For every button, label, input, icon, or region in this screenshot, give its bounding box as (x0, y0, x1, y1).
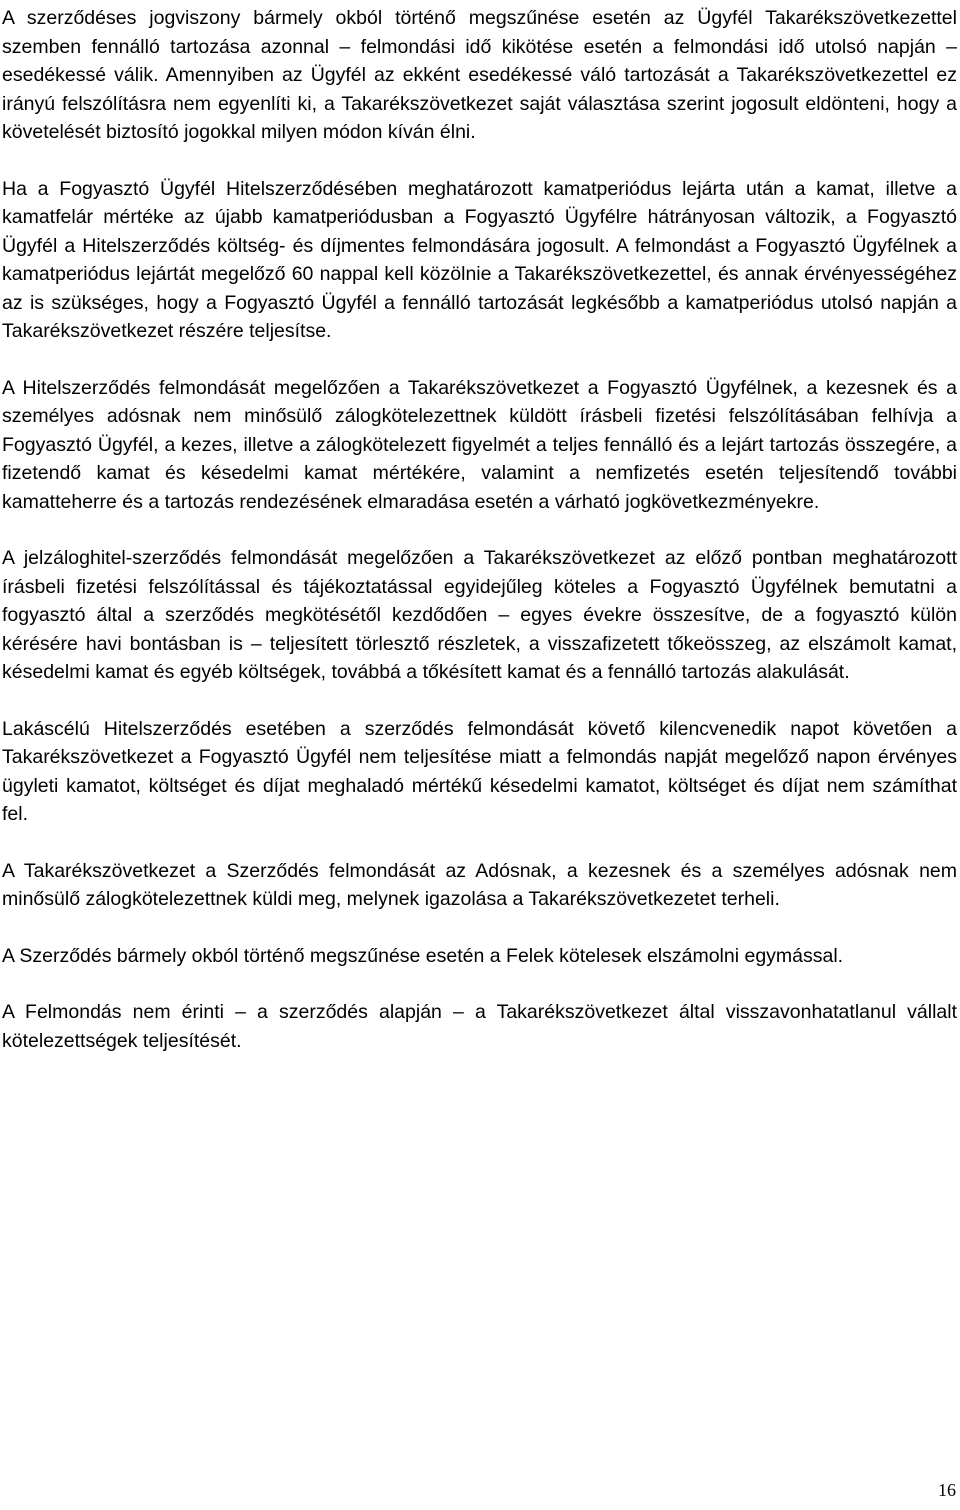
paragraph-housing-loan-late-interest: Lakáscélú Hitelszerződés esetében a szerződés felmondását követő kilencvenedik napot követően a Takarékszövetkezet a Fogyasztó Ügyfél nem teljesítése miatt a felmondás napját megelőző napon érvényes ügyleti kamatot, költséget és díjat meghaladó mértékű késedelmi kamatot, költséget és díjat nem számíthat fel. (2, 717, 957, 825)
paragraph-termination-consequences: A szerződéses jogviszony bármely okból történő megszűnése esetén az Ügyfél Takarékszövetkezettel szemben fennálló tartozása azonnal – felmondási idő kikötése esetén a felmondási idő utolsó napján – esedékessé válik. Amennyiben az Ügyfél az ekként esedékessé váló tartozását a Takarékszövetkezettel ez irányú felszólításra nem egyenlíti ki, a Takarékszövetkezet saját választása szerint jogosult eldönteni, hogy a követelését biztosító jogokkal milyen módon kíván élni. (2, 7, 957, 143)
paragraph-irrevocable-obligations: A Felmondás nem érinti – a szerződés alapján – a Takarékszövetkezet által visszavonhatatlanul vállalt kötelezettségek teljesítését. (2, 1001, 957, 1052)
paragraph-settlement: A Szerződés bármely okból történő megszűnése esetén a Felek kötelesek elszámolni egymással. (2, 944, 844, 967)
paragraph-payment-notice: A Hitelszerződés felmondását megelőzően a Takarékszövetkezet a Fogyasztó Ügyfélnek, a kezesnek és a személyes adósnak nem minősülő zálogkötelezettnek küldött írásbeli fizetési felszólításában felhívja a Fogyasztó Ügyfél, a kezes, illetve a zálogkötelezett figyelmét a teljes fennálló és a lejárt tartozás összegére, a fizetendő kamat és késedelmi kamat mértékére, valamint a nemfizetés esetén teljesítendő további kamatteherre és a tartozás rendezésének elmaradása esetén a várható jogkövetkezményekre. (2, 376, 957, 513)
paragraph-interest-period-change: Ha a Fogyasztó Ügyfél Hitelszerződésében meghatározott kamatperiódus lejárta után a kamat, illetve a kamatfelár mértéke az újabb kamatperiódusban a Fogyasztó Ügyfélre hátrányosan változik, a Fogyasztó Ügyfél a Hitelszerződés költség- és díjmentes felmondására jogosult. A felmondást a Fogyasztó Ügyfélnek a kamatperiódus lejártát megelőző 60 nappal kell közölnie a Takarékszövetkezettel, és annak érvényességéhez az is szükséges, hogy a Fogyasztó Ügyfél a fennálló tartozását legkésőbb a kamatperiódus utolsó napján a Takarékszövetkezet részére teljesítse. (2, 177, 957, 342)
paragraph-mortgage-loan-statement: A jelzáloghitel-szerződés felmondását megelőzően a Takarékszövetkezet az előző pontban meghatározott írásbeli fizetési felszólítással és tájékoztatással egyidejűleg köteles a Fogyasztó Ügyfélnek bemutatni a fogyasztó által a szerződés megkötésétől kezdődően – egyes évekre összesítve, de a fogyasztó külön kérésére havi bontásban is – teljesített törlesztő részletek, a visszafizetett tőkeösszeg, az elszámolt kamat, késedelmi kamat és egyéb költségek, továbbá a tőkésített kamat és a fennálló tartozás alakulását. (2, 547, 957, 683)
document-body (2, 4, 957, 1055)
page-number: 16 (938, 1480, 956, 1500)
paragraph-termination-delivery: A Takarékszövetkezet a Szerződés felmondását az Adósnak, a kezesnek és a személyes adósnak nem minősülő zálogkötelezettnek küldi meg, melynek igazolása a Takarékszövetkezetet terheli. (2, 859, 957, 910)
